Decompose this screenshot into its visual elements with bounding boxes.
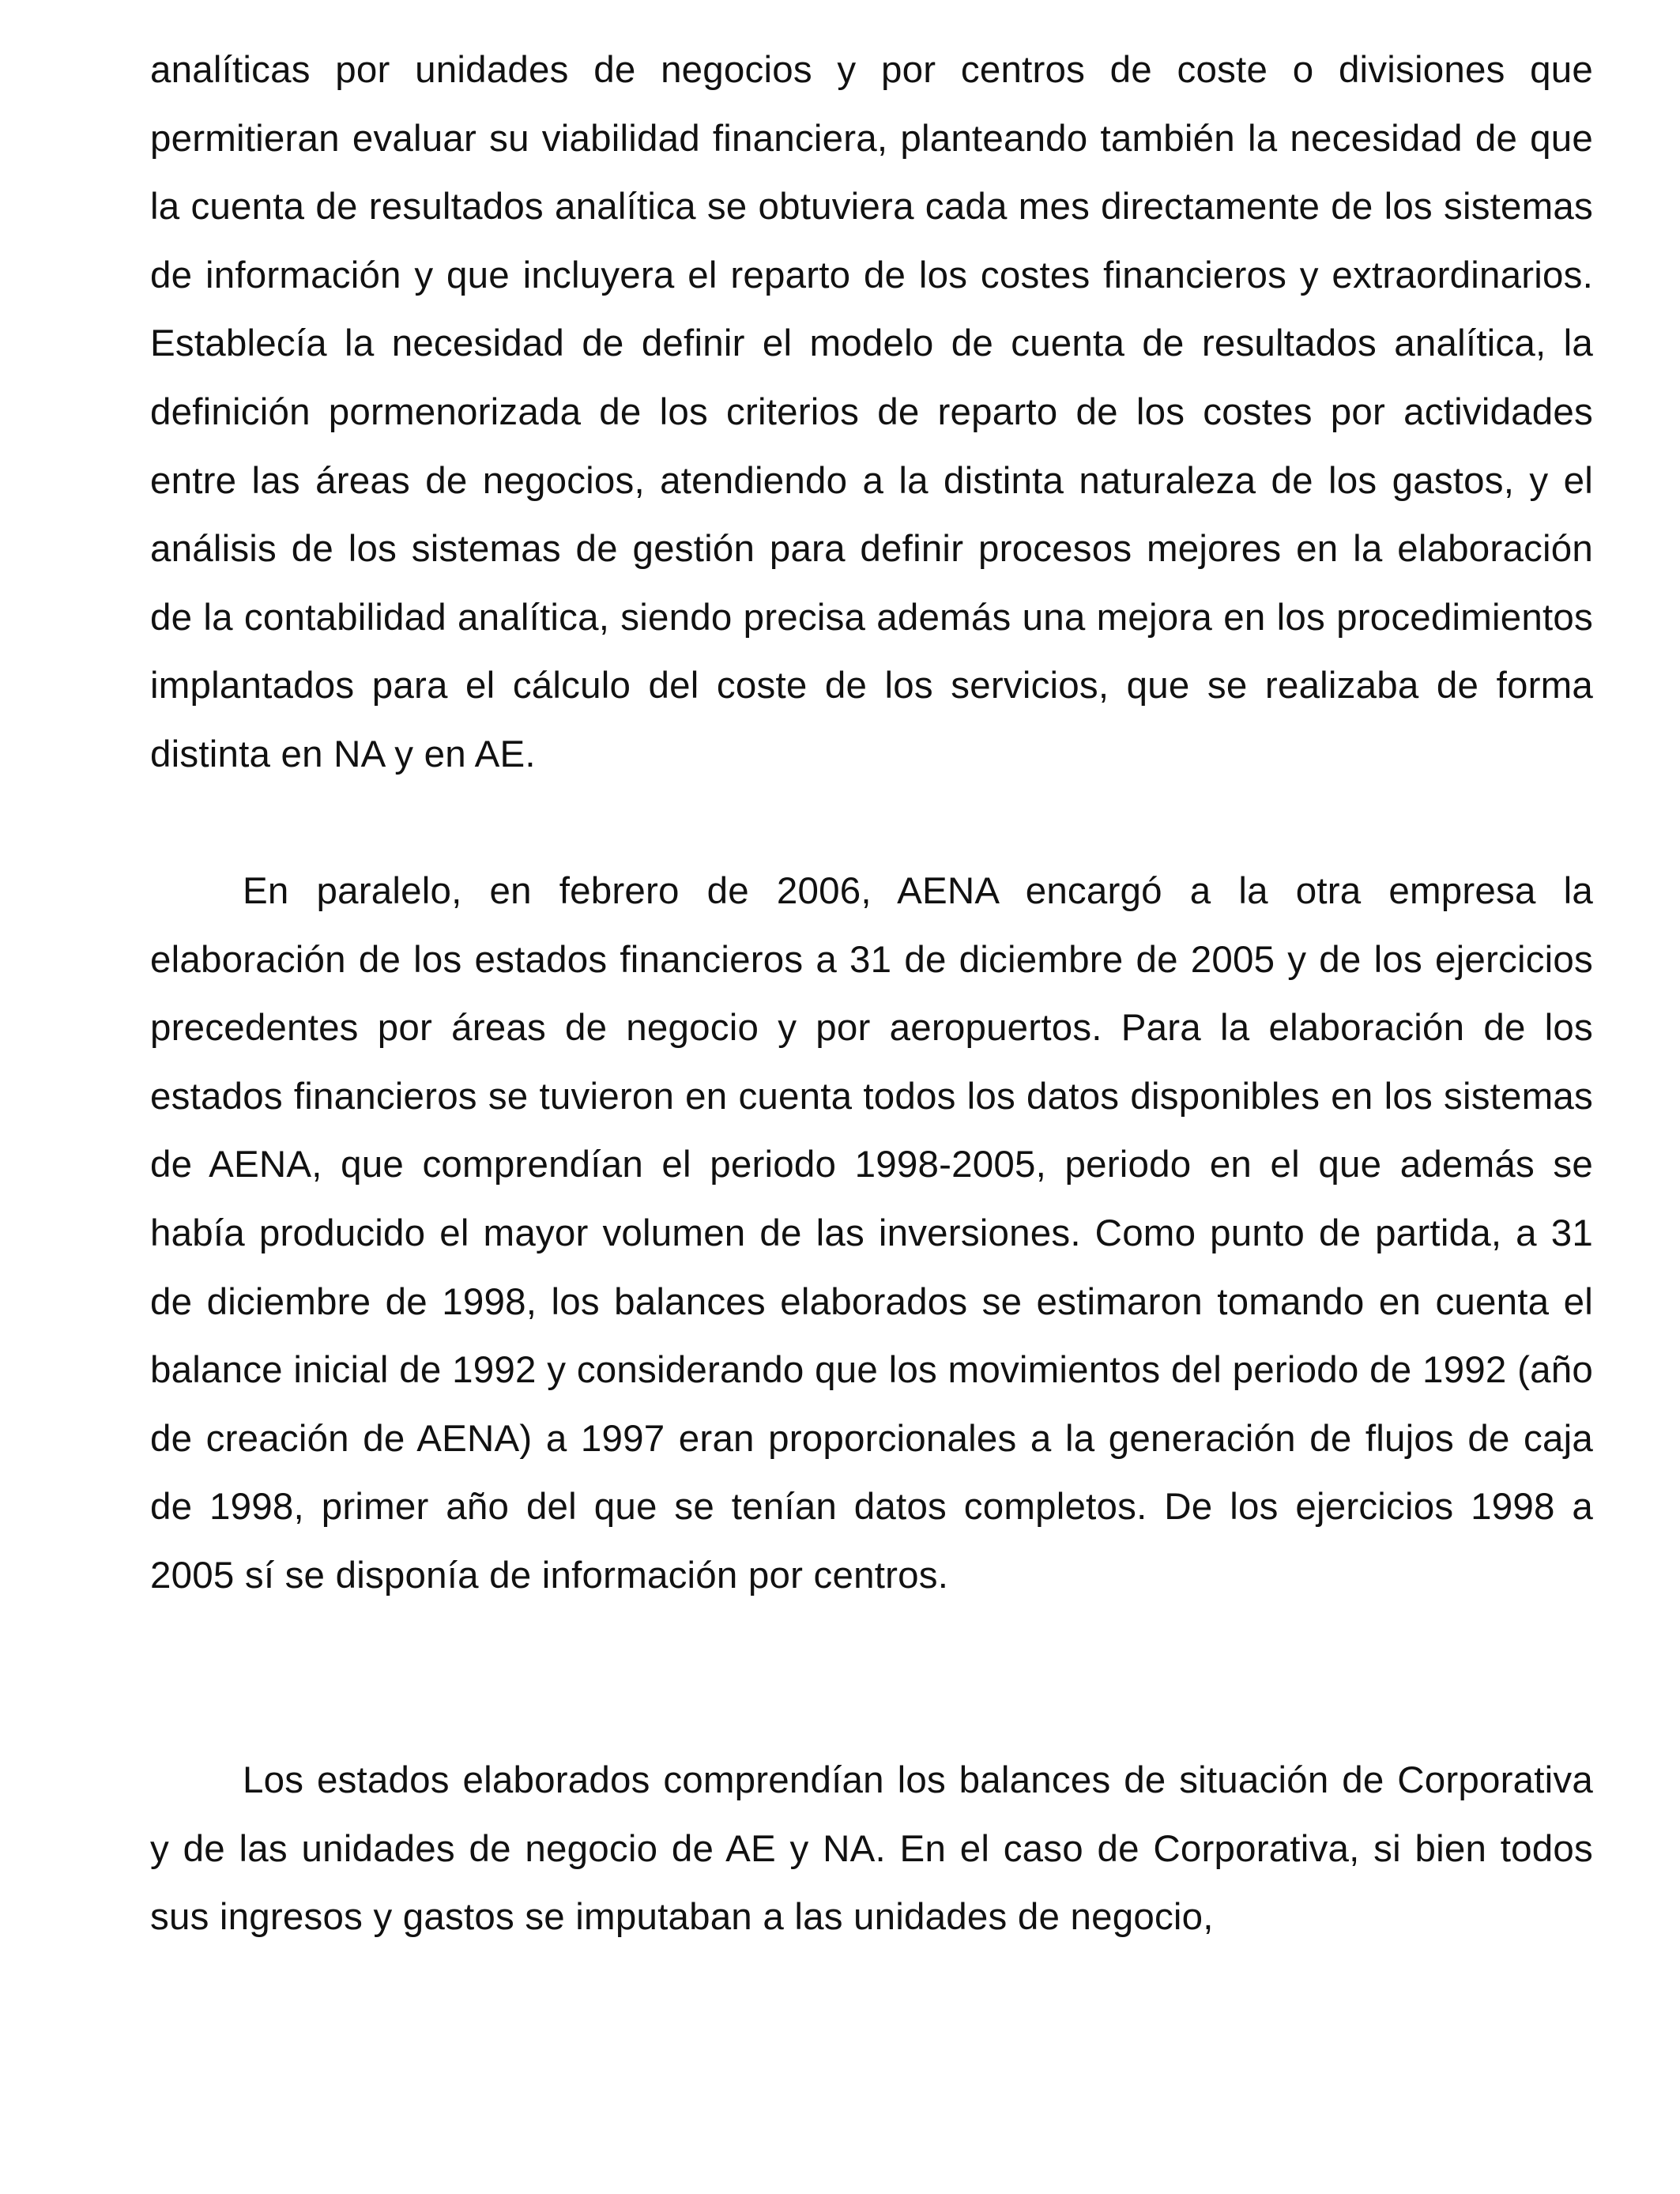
paragraph-parallel-financial-statements (150, 858, 1593, 1611)
paragraph-text: Los estados elaborados comprendían los balances de situación de Corporativa y de las unidades de negocio de AE y NA. En el caso de Corporativa, si bien todos sus ingresos y gastos se imputaban a las unidades de negocio, (150, 1759, 1593, 1939)
paragraph-prepared-statements (150, 1747, 1593, 1952)
paragraph-continuation (150, 36, 1593, 790)
paragraph-text: analíticas por unidades de negocios y por centros de coste o divisiones que permitieran evaluar su viabilidad financiera, planteando también la necesidad de que la cuenta de resultados analítica se obtuviera cada mes directamente de los sistemas de información y que incluyera el reparto de los costes financieros y extraordinarios. Establecía la necesidad de definir el modelo de cuenta de resultados analítica, la definición pormenorizada de los criterios de reparto de los costes por actividades entre las áreas de negocios, atendiendo a la distinta naturaleza de los gastos, y el análisis de los sistemas de gestión para definir procesos mejores en la elaboración de la contabilidad analítica, siendo precisa además una mejora en los procedimientos implantados para el cálculo del coste de los servicios, que se realizaba de forma distinta en NA y en AE. (150, 49, 1593, 775)
paragraph-text: En paralelo, en febrero de 2006, AENA encargó a la otra empresa la elaboración de los estados financieros a 31 de diciembre de 2005 y de los ejercicios precedentes por áreas de negocio y por aeropuertos. Para la elaboración de los estados financieros se tuvieron en cuenta todos los datos disponibles en los sistemas de AENA, que comprendían el periodo 1998-2005, periodo en el que además se había producido el mayor volumen de las inversiones. Como punto de partida, a 31 de diciembre de 1998, los balances elaborados se estimaron tomando en cuenta el balance inicial de 1992 y considerando que los movimientos del periodo de 1992 (año de creación de AENA) a 1997 eran proporcionales a la generación de flujos de caja de 1998, primer año del que se tenían datos completos. De los ejercicios 1998 a 2005 sí se disponía de información por centros. (150, 870, 1593, 1596)
